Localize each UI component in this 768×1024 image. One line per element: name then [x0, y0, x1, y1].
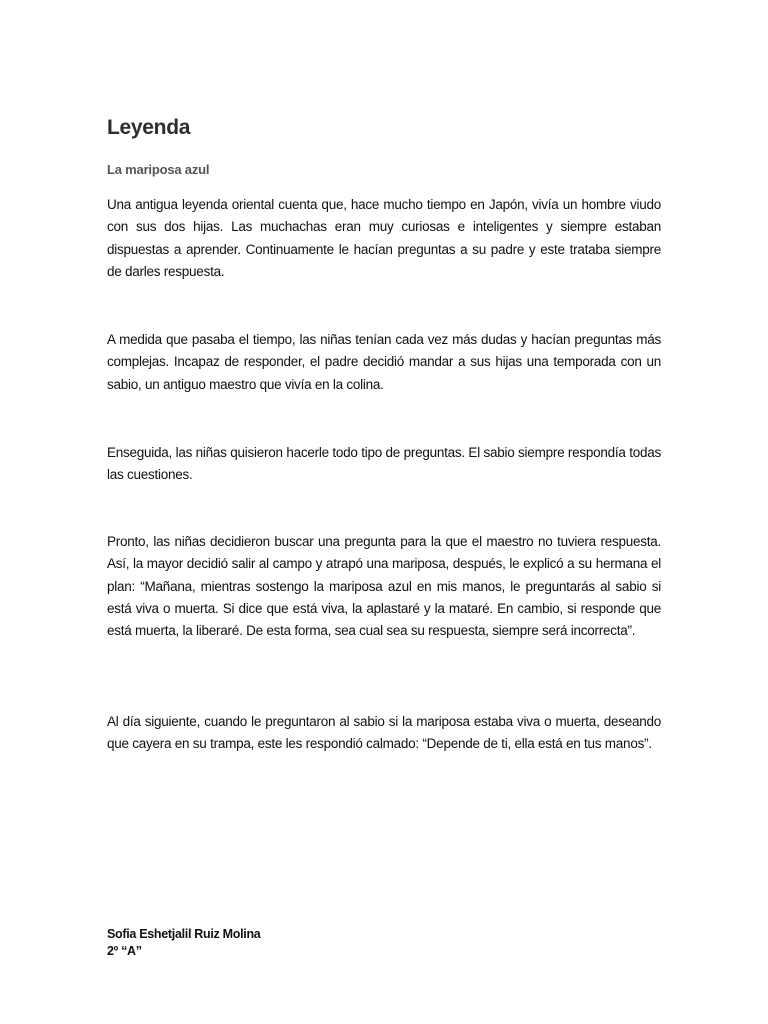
paragraph-1: Una antigua leyenda oriental cuenta que, hace mucho tiempo en Japón, vivía un hombre viudo con sus dos hijas. Las muchachas eran muy curiosas e inteligentes y siempre estaban dispuestas a aprender. Continuamente le hacían preguntas a su padre y este trataba siempre de darles respuesta.	[107, 197, 661, 279]
paragraph-4: Pronto, las niñas decidieron buscar una pregunta para la que el maestro no tuviera respuesta. Así, la mayor decidió salir al campo y atrapó una mariposa, después, le explicó a su hermana el plan: “Mañana, mientras sostengo la mariposa azul en mis manos, le preguntarás al sabio si está viva o muerta. Si dice que está viva, la aplastaré y la mataré. En cambio, si responde que está muerta, la liberaré. De esta forma, sea cual sea su respuesta, siempre será incorrecta”.	[107, 534, 661, 639]
author-name: Sofia Eshetjalil Ruiz Molina	[107, 927, 261, 941]
paragraph-3: Enseguida, las niñas quisieron hacerle todo tipo de preguntas. El sabio siempre respondía todas las cuestiones.	[107, 445, 661, 483]
document-subtitle: La mariposa azul	[107, 162, 210, 177]
paragraph-5: Al día siguiente, cuando le preguntaron al sabio si la mariposa estaba viva o muerta, deseando que cayera en su trampa, este les respondió calmado: “Depende de ti, ella está en tus manos”.	[107, 714, 661, 752]
paragraph-2: A medida que pasaba el tiempo, las niñas tenían cada vez más dudas y hacían preguntas más complejas. Incapaz de responder, el padre decidió mandar a sus hijas una temporada con un sabio, un antiguo maestro que vivía en la colina.	[107, 332, 661, 392]
document-title: Leyenda	[107, 116, 191, 139]
grade-label: 2º “A”	[107, 944, 142, 958]
